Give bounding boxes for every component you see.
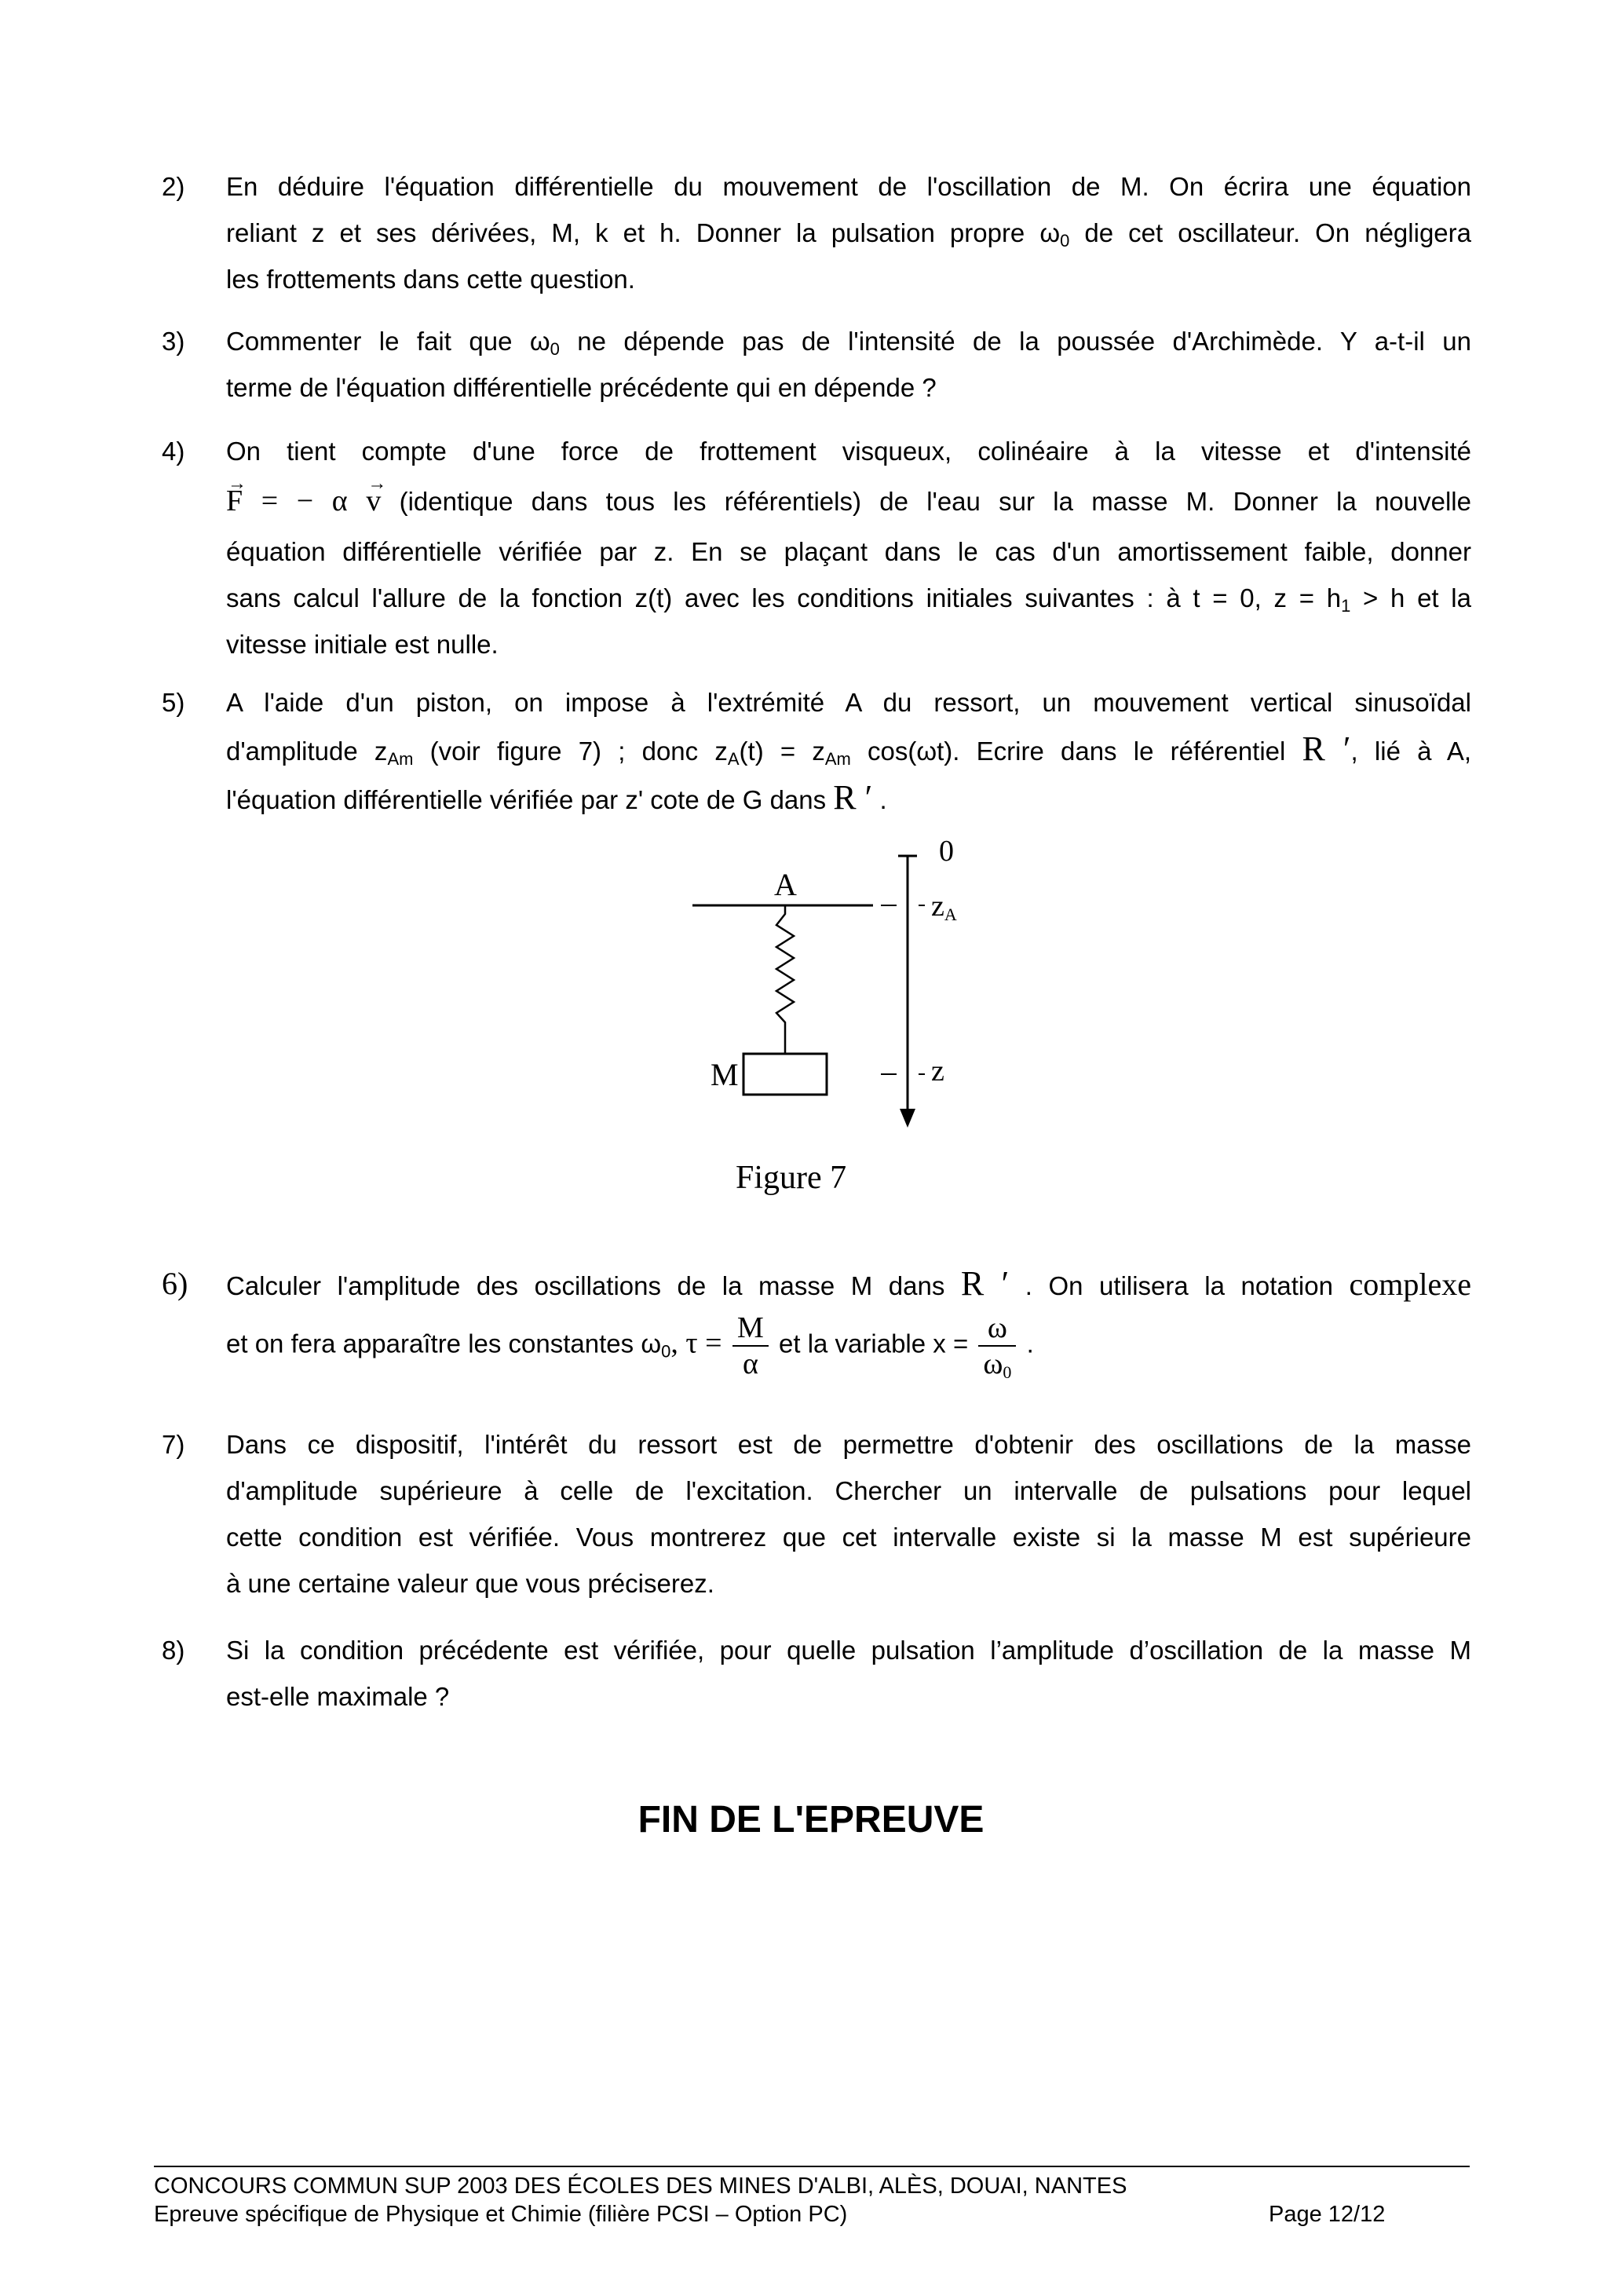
text-line: cette condition est vérifiée. Vous montrerez que cet intervalle existe si la masse M est supérieure: [226, 1523, 1471, 1552]
question-number: 2): [162, 172, 185, 201]
text-line: On tient compte d'une force de frottement visqueux, colinéaire à la vitesse et d'intensité: [226, 437, 1471, 466]
question-number: 5): [162, 688, 185, 717]
footer-line-1: CONCOURS COMMUN SUP 2003 DES ÉCOLES DES MINES D'ALBI, ALÈS, DOUAI, NANTES: [154, 2174, 1127, 2199]
question-number: 3): [162, 327, 185, 356]
label-m: M: [711, 1057, 739, 1092]
text-line: d'amplitude supérieure à celle de l'excitation. Chercher un intervalle de pulsations pour lequel: [226, 1476, 1471, 1505]
label-z: z: [931, 1055, 944, 1088]
text-line: est-elle maximale ?: [226, 1682, 450, 1711]
tau-fraction: $\frac{M}{\alpha}$: [732, 1311, 769, 1381]
label-a: A: [774, 867, 797, 902]
text-line: vitesse initiale est nulle.: [226, 630, 499, 659]
question-number: 6): [162, 1266, 188, 1301]
question-8: [162, 1627, 1471, 1720]
question-2: [162, 163, 1471, 302]
page-number: Page 12/12: [1269, 2202, 1386, 2227]
axis-arrow-icon: [900, 1109, 915, 1128]
question-3: [162, 318, 1471, 411]
text-line: d'amplitude $z_{Am}$ (voir figure 7) ; donc $z_A(t) = z_{Am}$ cos(ωt). Ecrire dans le référentiel R ′, lié à A,: [226, 729, 1472, 769]
question-6: [162, 1260, 1471, 1382]
force-vector: → F: [226, 474, 243, 528]
figure-7: [675, 832, 989, 1146]
text-line: A l'aide d'un piston, on impose à l'extrémité A du ressort, un mouvement vertical sinusoïdal: [226, 688, 1471, 717]
question-5: [162, 679, 1472, 823]
frame-r-prime: R ′: [833, 778, 873, 817]
question-number: 8): [162, 1636, 185, 1665]
x-fraction: $\frac{\omega}{\omega_0}$: [978, 1311, 1016, 1381]
text-line: l'équation différentielle vérifiée par z' cote de G dans R ′ .: [226, 778, 887, 817]
text-line: à une certaine valeur que vous préciserez.: [226, 1569, 714, 1598]
question-number: 7): [162, 1430, 185, 1459]
text-line: sans calcul l'allure de la fonction z(t) avec les conditions initiales suivantes : à t = 0, $z = h_1 > h$ et la: [226, 583, 1471, 616]
frame-r-prime: R ′: [1302, 729, 1351, 768]
text-line: Dans ce dispositif, l'intérêt du ressort est de permettre d'obtenir des oscillations de la masse: [226, 1430, 1471, 1459]
frame-r-prime: R ′: [960, 1264, 1010, 1303]
label-za: zA: [931, 890, 957, 924]
text-line: Calculer l'amplitude des oscillations de la masse M dans R ′ . On utilisera la notation complexe: [226, 1264, 1471, 1303]
text-line: reliant z et ses dérivées, M, k et h. Donner la pulsation propre $\omega_0$ de cet oscillateur. On négligera: [226, 218, 1471, 250]
text-line: terme de l'équation différentielle précédente qui en dépende ?: [226, 373, 937, 402]
velocity-vector: → v: [366, 474, 381, 528]
figure-caption: Figure 7: [736, 1160, 847, 1196]
question-7: [162, 1421, 1471, 1607]
text-line: et on fera apparaître les constantes $\omega_0$, τ = $\frac{M}{\alpha}$ et la variable x = $\frac{\omega}{\omega_0}$ .: [226, 1311, 1034, 1382]
footer-divider: [154, 2166, 1470, 2167]
mass-block: [743, 1054, 827, 1095]
question-4: [162, 428, 1471, 667]
question-number: 4): [162, 437, 185, 466]
label-zero: 0: [939, 835, 954, 868]
text-line: Commenter le fait que $\omega_0$ ne dépende pas de l'intensité de la poussée d'Archimède. Y a-t-il un: [226, 327, 1471, 359]
end-title: FIN DE L'EPREUVE: [637, 1799, 985, 1841]
text-line: équation différentielle vérifiée par z. En se plaçant dans le cas d'un amortissement faible, donner: [226, 537, 1471, 566]
text-line: → F = − α → v (identique dans tous les référentiels) de l'eau sur la masse M. Donner la nouvelle: [226, 474, 1471, 528]
spring: [776, 905, 794, 1054]
text-line: Si la condition précédente est vérifiée, pour quelle pulsation l’amplitude d’oscillation de la masse M: [226, 1636, 1471, 1665]
text-line: En déduire l'équation différentielle du mouvement de l'oscillation de M. On écrira une équation: [226, 172, 1471, 201]
text-line: les frottements dans cette question.: [226, 265, 635, 294]
footer-line-2: Epreuve spécifique de Physique et Chimie (filière PCSI – Option PC): [154, 2202, 848, 2227]
